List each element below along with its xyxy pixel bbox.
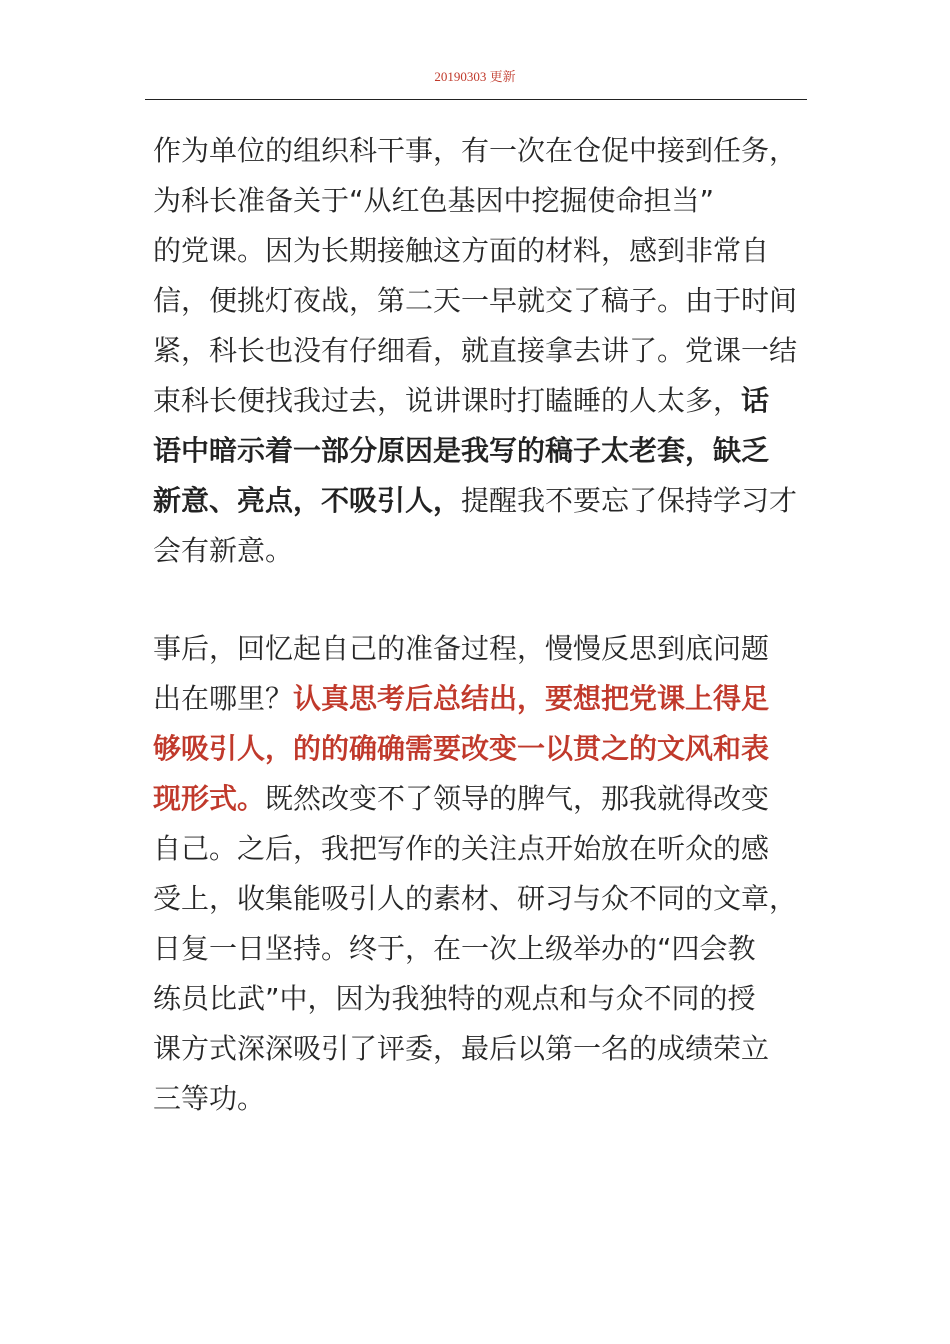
text-line: 练员比武”中，因为我独特的观点和与众不同的授	[153, 982, 756, 1015]
text-run: 束科长便找我过去，说讲课时打瞌睡的人太多，	[153, 384, 742, 417]
page-header: 20190303 更新	[434, 69, 516, 84]
text-line	[153, 774, 801, 824]
highlighted-text: 现形式。	[153, 782, 266, 815]
paragraph-1	[153, 126, 801, 576]
text-line: 作为单位的组织科干事，有一次在仓促中接到任务，	[153, 134, 798, 167]
text-run: 出在哪里？	[153, 682, 294, 715]
bold-text-line: 语中暗示着一部分原因是我写的稿子太老套，缺乏	[153, 434, 770, 467]
text-line: 的党课。因为长期接触这方面的材料，感到非常自	[153, 234, 770, 267]
text-line: 信，便挑灯夜战，第二天一早就交了稿子。由于时间	[153, 284, 798, 317]
paragraph-2	[153, 624, 801, 1124]
text-run: 提醒我不要忘了保持学习才	[461, 484, 798, 517]
highlighted-text: 认真思考后总结出，要想把党课上得足	[293, 682, 770, 715]
text-line: 为科长准备关于“从红色基因中挖掘使命担当”	[153, 184, 715, 217]
text-line	[153, 476, 801, 526]
highlighted-text-line: 够吸引人，的的确确需要改变一以贯之的文风和表	[153, 732, 770, 765]
text-line	[153, 674, 801, 724]
text-line	[153, 376, 801, 426]
bold-text: 新意、亮点，不吸引人，	[153, 484, 462, 517]
text-line: 会有新意。	[153, 534, 294, 567]
text-line: 受上，收集能吸引人的素材、研习与众不同的文章，	[153, 882, 798, 915]
bold-text: 话	[741, 384, 770, 417]
text-line: 三等功。	[153, 1082, 266, 1115]
text-line: 事后，回忆起自己的准备过程，慢慢反思到底问题	[153, 632, 770, 665]
text-line: 紧，科长也没有仔细看，就直接拿去讲了。党课一结	[153, 334, 798, 367]
text-line: 课方式深深吸引了评委，最后以第一名的成绩荣立	[153, 1032, 770, 1065]
header-divider	[145, 99, 807, 100]
text-line: 日复一日坚持。终于，在一次上级举办的“四会教	[153, 932, 756, 965]
text-line: 自己。之后，我把写作的关注点开始放在听众的感	[153, 832, 770, 865]
text-run: 既然改变不了领导的脾气，那我就得改变	[265, 782, 770, 815]
